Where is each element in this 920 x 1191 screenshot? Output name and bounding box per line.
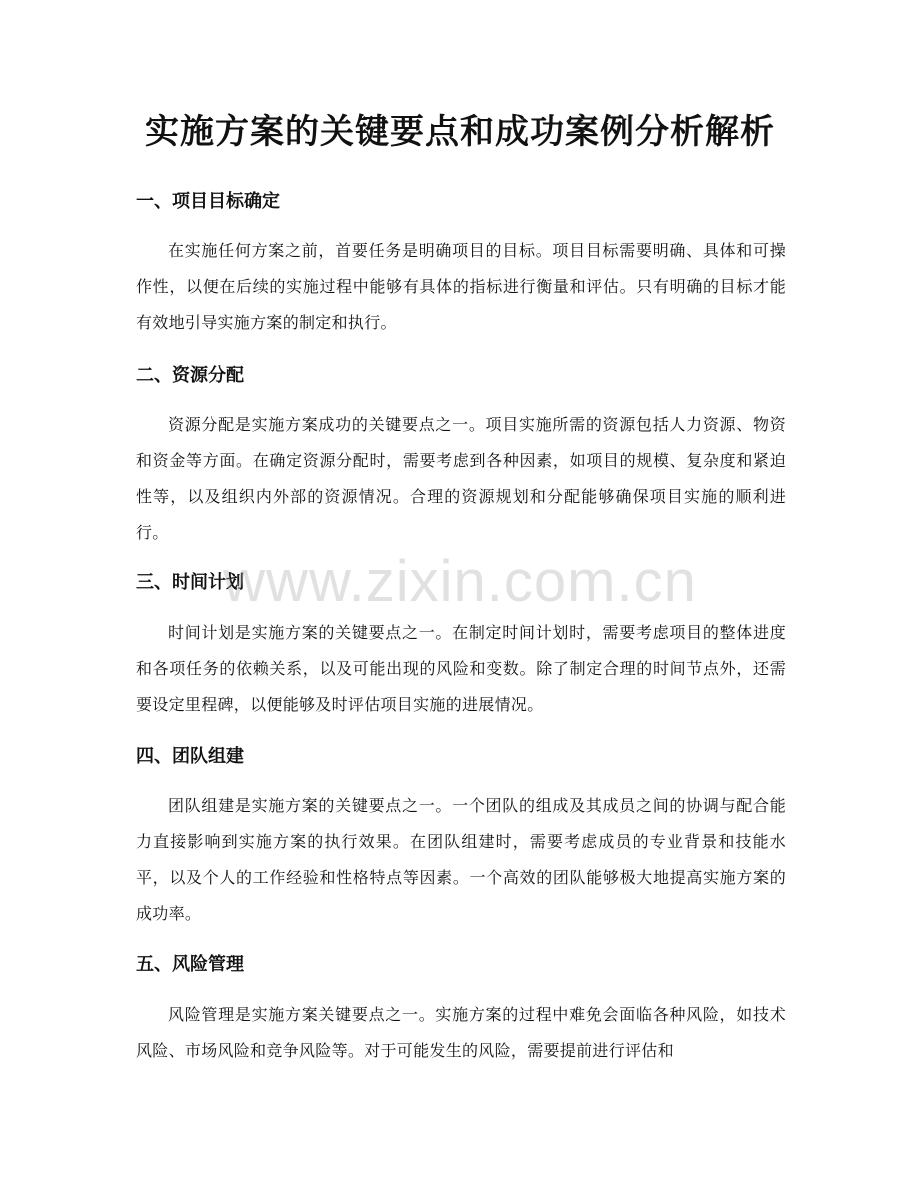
section-heading-4: 四、团队组建 <box>136 746 244 767</box>
section-body-3: 时间计划是实施方案的关键要点之一。在制定时间计划时，需要考虑项目的整体进度和各项任务的依赖关系，以及可能出现的风险和变数。除了制定合理的时间节点外，还需要设定里程碑，以便能够及时评估项目实施的进展情况。 <box>136 623 786 714</box>
section-body-2: 资源分配是实施方案成功的关键要点之一。项目实施所需的资源包括人力资源、物资和资金等方面。在确定资源分配时，需要考虑到各种因素，如项目的规模、复杂度和紧迫性等，以及组织内外部的资源情况。合理的资源规划和分配能够确保项目实施的顺利进行。 <box>136 415 786 542</box>
watermark: www.zixin.com.cn <box>223 549 697 614</box>
section-body-5: 风险管理是实施方案关键要点之一。实施方案的过程中难免会面临各种风险，如技术风险、市场风险和竞争风险等。对于可能发生的风险，需要提前进行评估和 <box>136 1005 786 1060</box>
section-heading-1: 一、项目目标确定 <box>136 191 280 212</box>
section-body-4: 团队组建是实施方案的关键要点之一。一个团队的组成及其成员之间的协调与配合能力直接影响到实施方案的执行效果。在团队组建时，需要考虑成员的专业背景和技能水平，以及个人的工作经验和性格特点等因素。一个高效的团队能够极大地提高实施方案的成功率。 <box>136 796 786 923</box>
section-heading-5: 五、风险管理 <box>136 954 244 975</box>
section-heading-3: 三、时间计划 <box>136 572 244 593</box>
section-heading-2: 二、资源分配 <box>136 365 244 386</box>
section-body-1: 在实施任何方案之前，首要任务是明确项目的目标。项目目标需要明确、具体和可操作性，以便在后续的实施过程中能够有具体的指标进行衡量和评估。只有明确的目标才能有效地引导实施方案的制定和执行。 <box>136 241 786 332</box>
document-title: 实施方案的关键要点和成功案例分析解析 <box>145 112 775 152</box>
